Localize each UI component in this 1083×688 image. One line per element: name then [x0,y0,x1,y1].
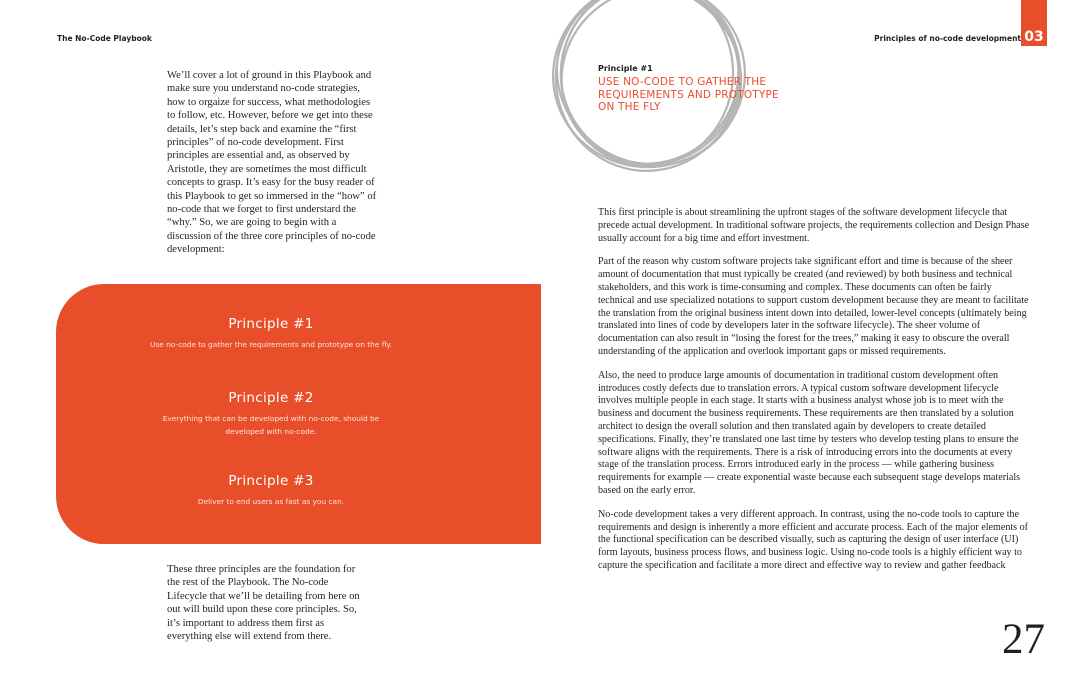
paragraph: No-code development takes a very different approach. In contrast, using the no-code tools to capture the requirements and design is inherently a more efficient and accurate process. Each of the major elements of the functional specification can be described visually, such as capturing the design of user interface (UI) form layouts, business process flows, and business logic. Using no-code tools is a highly efficient way to capture the specification and facilitate a more direct and effective way to review and gather feedback [598,508,1029,571]
page-number: 27 [1002,616,1045,663]
paragraph: Also, the need to produce large amounts of documentation in traditional custom development often introduces costly defects due to translation errors. A typical custom software development lifecycle involves multiple people in each stage. It starts with a business analyst whose job is to meet with the business and document the business requirements. These requirements are then translated by a solution architect to design the overall solution and then translated again by developers to create detailed specifications. Finally, they’re translated one last time by testers who develop testing plans to ensure the software aligns with the requirements. There is a risk of introducing errors into the documents at every stage of the translation process. Errors introduced early in the process — while gathering business requirements for example — create exponential waste because each subsequent stage develops materials based on the early error. [598,369,1021,496]
chapter-badge: 03 [1021,0,1047,46]
principles-panel [56,284,541,544]
left-page [0,0,541,688]
principle-2-title: Principle #2 [228,390,314,406]
running-head-left: The No-Code Playbook [57,34,152,43]
paragraph: This first principle is about streamlining the upfront stages of the software development lifecycle that precede actual development. In traditional software projects, the requirements collection and Design Phase usually account for a big time and effort investment. [598,207,1030,244]
outro-text: These three principles are the foundation for the rest of the Playbook. The No-code Lifecycle that we’ll be detailing from here on out will build upon these core principles. So, it’s important to address them first as everything else will extend from there. [167,564,360,643]
principle-3-text: Deliver to end users as fast as you can. [197,497,345,506]
principle-1-title: Principle #1 [228,316,314,332]
principle-1-text: Use no-code to gather the requirements and prototype on the fly. [149,340,393,349]
running-head-right: Principles of no-code development [874,34,1021,43]
principle-3-title: Principle #3 [228,473,314,489]
right-page [541,0,1083,688]
body-text [598,207,1030,584]
principle-1 [146,316,396,351]
principle-heading: USE NO-CODE TO GATHER THE REQUIREMENTS AND PROTOTYPE ON THE FLY [598,76,779,114]
principle-3 [146,473,396,508]
principle-2-text: Everything that can be developed with no-code, should be developed with no-code. [162,414,380,436]
intro-text: We’ll cover a lot of ground in this Playbook and make sure you understand no-code strategies, how to orgaize for success, what methodologies to follow, etc. However, before we get into these details, let’s step back and examine the “first principles” of no-code development. First principles are essential and, as observed by Aristotle, they are sometimes the most difficult concepts to grasp. It’s easy for the busy reader of this Playbook to get so immersed in the “how” of no-code that we forget to first understard the “why.” So, we are going to begin with a discussion of the three core principles of no-code development: [167,70,377,256]
paragraph: Part of the reason why custom software projects take significant effort and time is because of the sheer amount of documentation that must typically be created (and reviewed) by both business and technical stakeholders, and this work is time-consuming and complex. These documents can often be fairly technical and use specialized notations to support custom development because they are meant to facilitate the translation from the original business intent down into detailed, lower-level concepts (ultimately being translated into lines of code by developers later in the software lifecycle). The sheer volume of documentation can also result in “losing the forest for the trees,” making it easy to obscure the overall understanding of the application and overlook important gaps or missed requirements. [598,256,1029,357]
principle-number: Principle #1 [598,64,653,73]
principle-label [598,64,798,114]
principle-2 [146,390,396,438]
